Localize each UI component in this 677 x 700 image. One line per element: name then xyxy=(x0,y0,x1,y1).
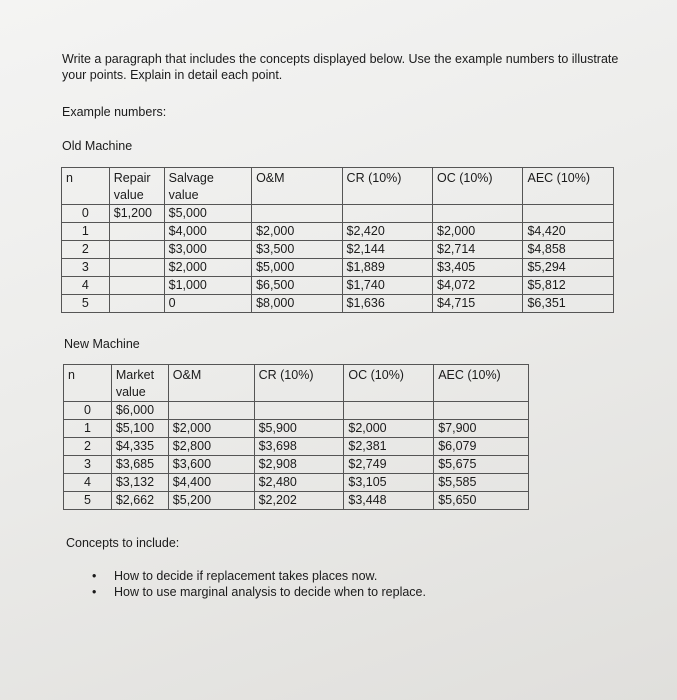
cell-cr: $1,740 xyxy=(342,277,432,295)
cell-repair: $1,200 xyxy=(109,205,164,223)
cell-oc xyxy=(344,402,434,420)
cell-n: 3 xyxy=(64,456,112,474)
cell-oc: $2,000 xyxy=(433,223,523,241)
cell-market: $6,000 xyxy=(111,402,168,420)
cell-n: 0 xyxy=(64,402,112,420)
new-machine-label: New Machine xyxy=(64,337,140,351)
table-row xyxy=(62,277,614,295)
cell-n: 2 xyxy=(64,438,112,456)
cell-oc: $3,405 xyxy=(433,259,523,277)
cell-repair xyxy=(109,277,164,295)
cell-cr: $2,144 xyxy=(342,241,432,259)
cell-cr xyxy=(254,402,344,420)
table-row xyxy=(64,456,529,474)
table-row xyxy=(64,492,529,510)
cell-repair xyxy=(109,241,164,259)
table-row xyxy=(64,474,529,492)
table-row xyxy=(62,295,614,313)
cell-aec: $5,650 xyxy=(434,492,529,510)
cell-om: $4,400 xyxy=(168,474,254,492)
cell-om: $2,000 xyxy=(252,223,342,241)
cell-n: 1 xyxy=(64,420,112,438)
cell-om: $2,800 xyxy=(168,438,254,456)
cell-om: $5,000 xyxy=(252,259,342,277)
header-cr: CR (10%) xyxy=(342,168,432,205)
cell-oc: $2,749 xyxy=(344,456,434,474)
cell-aec: $5,675 xyxy=(434,456,529,474)
table-row xyxy=(62,241,614,259)
table-header-row xyxy=(64,365,529,402)
cell-oc: $4,072 xyxy=(433,277,523,295)
old-machine-label: Old Machine xyxy=(62,139,133,153)
cell-market: $3,685 xyxy=(111,456,168,474)
new-machine-table xyxy=(63,364,529,510)
cell-oc: $3,105 xyxy=(344,474,434,492)
cell-oc xyxy=(433,205,523,223)
header-aec: AEC (10%) xyxy=(523,168,614,205)
cell-aec: $7,900 xyxy=(434,420,529,438)
header-oc: OC (10%) xyxy=(433,168,523,205)
cell-cr: $3,698 xyxy=(254,438,344,456)
cell-market: $4,335 xyxy=(111,438,168,456)
cell-cr: $1,636 xyxy=(342,295,432,313)
table-row xyxy=(62,259,614,277)
table-row xyxy=(62,223,614,241)
cell-cr: $5,900 xyxy=(254,420,344,438)
cell-market: $2,662 xyxy=(111,492,168,510)
list-item xyxy=(92,568,426,584)
header-om: O&M xyxy=(168,365,254,402)
cell-aec: $4,420 xyxy=(523,223,614,241)
cell-oc: $2,714 xyxy=(433,241,523,259)
concept-text: How to use marginal analysis to decide when to replace. xyxy=(114,585,426,599)
cell-n: 4 xyxy=(62,277,110,295)
cell-aec xyxy=(434,402,529,420)
bullet-icon: • xyxy=(92,585,97,599)
old-machine-rows xyxy=(62,205,614,313)
cell-n: 3 xyxy=(62,259,110,277)
concept-text: How to decide if replacement takes places now. xyxy=(114,569,378,583)
table-row xyxy=(64,438,529,456)
cell-cr: $1,889 xyxy=(342,259,432,277)
cell-salvage: $2,000 xyxy=(164,259,251,277)
list-item xyxy=(92,584,426,600)
cell-aec: $5,812 xyxy=(523,277,614,295)
cell-aec: $5,585 xyxy=(434,474,529,492)
table-header-row xyxy=(62,168,614,205)
cell-salvage: 0 xyxy=(164,295,251,313)
cell-n: 4 xyxy=(64,474,112,492)
header-n: n xyxy=(64,365,112,402)
cell-om: $3,600 xyxy=(168,456,254,474)
cell-aec: $6,351 xyxy=(523,295,614,313)
bullet-icon: • xyxy=(92,569,97,583)
header-market-value: Market value xyxy=(111,365,168,402)
cell-om: $6,500 xyxy=(252,277,342,295)
cell-om xyxy=(168,402,254,420)
cell-oc: $2,381 xyxy=(344,438,434,456)
old-machine-table xyxy=(61,167,614,313)
cell-n: 5 xyxy=(64,492,112,510)
cell-salvage: $4,000 xyxy=(164,223,251,241)
cell-n: 2 xyxy=(62,241,110,259)
cell-market: $5,100 xyxy=(111,420,168,438)
header-om: O&M xyxy=(252,168,342,205)
cell-cr: $2,202 xyxy=(254,492,344,510)
cell-repair xyxy=(109,295,164,313)
cell-aec xyxy=(523,205,614,223)
cell-market: $3,132 xyxy=(111,474,168,492)
cell-om: $5,200 xyxy=(168,492,254,510)
cell-n: 5 xyxy=(62,295,110,313)
header-n: n xyxy=(62,168,110,205)
example-numbers-label: Example numbers: xyxy=(62,105,167,119)
cell-cr xyxy=(342,205,432,223)
concepts-list xyxy=(92,568,426,600)
cell-om: $2,000 xyxy=(168,420,254,438)
cell-salvage: $3,000 xyxy=(164,241,251,259)
header-salvage-value: Salvage value xyxy=(164,168,251,205)
cell-oc: $4,715 xyxy=(433,295,523,313)
cell-cr: $2,480 xyxy=(254,474,344,492)
cell-cr: $2,908 xyxy=(254,456,344,474)
cell-oc: $3,448 xyxy=(344,492,434,510)
cell-salvage: $1,000 xyxy=(164,277,251,295)
cell-salvage: $5,000 xyxy=(164,205,251,223)
cell-om: $8,000 xyxy=(252,295,342,313)
cell-n: 0 xyxy=(62,205,110,223)
header-repair-value: Repair value xyxy=(109,168,164,205)
cell-repair xyxy=(109,259,164,277)
cell-aec: $6,079 xyxy=(434,438,529,456)
cell-n: 1 xyxy=(62,223,110,241)
cell-repair xyxy=(109,223,164,241)
table-row xyxy=(64,420,529,438)
header-cr: CR (10%) xyxy=(254,365,344,402)
cell-om xyxy=(252,205,342,223)
cell-cr: $2,420 xyxy=(342,223,432,241)
cell-om: $3,500 xyxy=(252,241,342,259)
prompt-text: Write a paragraph that includes the concepts displayed below. Use the example numbers to illustrate your points. Explain in detail each point. xyxy=(62,52,619,82)
table-row xyxy=(62,205,614,223)
header-aec: AEC (10%) xyxy=(434,365,529,402)
cell-aec: $5,294 xyxy=(523,259,614,277)
header-oc: OC (10%) xyxy=(344,365,434,402)
new-machine-rows xyxy=(64,402,529,510)
table-row xyxy=(64,402,529,420)
cell-aec: $4,858 xyxy=(523,241,614,259)
cell-oc: $2,000 xyxy=(344,420,434,438)
concepts-label: Concepts to include: xyxy=(66,536,180,550)
